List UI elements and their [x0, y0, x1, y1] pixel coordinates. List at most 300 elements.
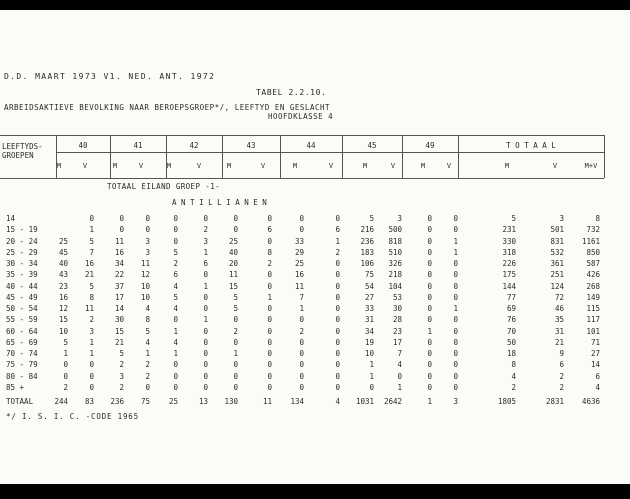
- table-cell: 7: [397, 349, 402, 358]
- table-row: [0, 348, 630, 359]
- table-cell: 117: [586, 315, 600, 325]
- table-cell: 25: [168, 397, 178, 406]
- table-cell: 818: [388, 236, 402, 246]
- table-cell: 1: [453, 304, 458, 313]
- table-cell: 1: [173, 326, 178, 336]
- table-cell: 0: [335, 270, 340, 280]
- table-cell: 11: [84, 304, 94, 313]
- table-cell: 106: [360, 259, 374, 268]
- table-cell: 0: [203, 270, 208, 280]
- table-cell: 5: [173, 247, 178, 257]
- table-cell: 15: [228, 281, 238, 291]
- table-cell: 1: [233, 349, 238, 358]
- table-cell: 0: [299, 214, 304, 223]
- table-cell: 0: [453, 360, 458, 370]
- table-cell: 3: [453, 397, 458, 406]
- table-cell: 5: [511, 214, 516, 223]
- table-row: [0, 258, 630, 269]
- table-cell: 0: [89, 214, 94, 223]
- sub-header: V: [446, 162, 452, 170]
- table-row: [0, 396, 630, 407]
- row-label: 75 - 79: [6, 360, 38, 370]
- table-cell: 0: [299, 371, 304, 381]
- table-cell: 0: [427, 371, 432, 381]
- table-cell: 0: [267, 236, 272, 246]
- row-label: 55 - 59: [6, 315, 38, 325]
- table-cell: 5: [173, 292, 178, 302]
- table-cell: 2: [559, 382, 564, 392]
- table-cell: 501: [550, 225, 564, 235]
- table-cell: 31: [364, 315, 374, 325]
- table-cell: 3: [559, 214, 564, 223]
- sub-header: V: [552, 162, 558, 170]
- table-cell: 0: [427, 349, 432, 358]
- table-cell: 0: [233, 315, 238, 325]
- table-cell: 0: [397, 371, 402, 381]
- table-cell: 6: [335, 225, 340, 235]
- table-row: [0, 269, 630, 280]
- table-cell: 115: [586, 304, 600, 313]
- table-cell: 1: [89, 337, 94, 347]
- table-cell: 4: [145, 337, 150, 347]
- group-header: 40: [78, 141, 88, 150]
- table-row: [0, 292, 630, 303]
- table-cell: 14: [590, 360, 600, 370]
- table-cell: 5: [233, 292, 238, 302]
- table-cell: 0: [299, 382, 304, 392]
- table-row: [0, 303, 630, 314]
- table-cell: 0: [233, 225, 238, 235]
- table-cell: 134: [290, 397, 304, 406]
- table-cell: 45: [58, 247, 68, 257]
- sub-header: V: [260, 162, 266, 170]
- table-cell: 2: [335, 247, 340, 257]
- sub-header: V: [328, 162, 334, 170]
- sub-header: M: [56, 162, 62, 170]
- table-cell: 1: [427, 326, 432, 336]
- sub-header: M: [292, 162, 298, 170]
- row-label: 65 - 69: [6, 337, 38, 347]
- table-cell: 5: [89, 236, 94, 246]
- table-cell: 25: [294, 259, 304, 268]
- table-cell: 4: [595, 382, 600, 392]
- table-cell: 0: [173, 236, 178, 246]
- table-cell: 1: [267, 292, 272, 302]
- table-cell: 25: [58, 236, 68, 246]
- table-cell: 244: [54, 397, 68, 406]
- table-cell: 11: [140, 259, 150, 268]
- table-cell: 3: [119, 371, 124, 381]
- table-cell: 5: [145, 326, 150, 336]
- table-cell: 2: [559, 371, 564, 381]
- table-cell: 216: [360, 225, 374, 235]
- table-cell: 34: [364, 326, 374, 336]
- table-cell: 0: [427, 281, 432, 291]
- table-cell: 1: [335, 236, 340, 246]
- table-cell: 0: [173, 371, 178, 381]
- table-cell: 0: [335, 382, 340, 392]
- table-cell: 0: [173, 382, 178, 392]
- stub-header-2: GROEPEN: [2, 151, 34, 160]
- table-cell: 0: [453, 371, 458, 381]
- table-cell: 4: [335, 397, 340, 406]
- row-label: 30 - 34: [6, 259, 38, 268]
- table-cell: 11: [262, 397, 272, 406]
- table-cell: 0: [299, 337, 304, 347]
- table-cell: 31: [554, 326, 564, 336]
- table-cell: 0: [267, 360, 272, 370]
- table-cell: 226: [502, 259, 516, 268]
- header-separator: [222, 135, 223, 178]
- table-cell: 2: [63, 382, 68, 392]
- table-cell: 0: [89, 371, 94, 381]
- table-cell: 1: [145, 349, 150, 358]
- table-cell: 8: [145, 315, 150, 325]
- table-cell: 71: [590, 337, 600, 347]
- table-cell: 43: [58, 270, 68, 280]
- table-cell: 2: [299, 326, 304, 336]
- row-label: 50 - 54: [6, 304, 38, 313]
- header-separator: [166, 135, 167, 178]
- header-separator: [110, 135, 111, 178]
- sub-header: M+V: [584, 162, 598, 170]
- table-subtitle: HOOFDKLASSE 4: [268, 112, 334, 121]
- table-cell: 6: [173, 270, 178, 280]
- table-cell: 1: [89, 225, 94, 235]
- table-cell: 77: [506, 292, 516, 302]
- table-cell: 0: [233, 360, 238, 370]
- table-cell: 21: [114, 337, 124, 347]
- table-cell: 5: [119, 349, 124, 358]
- group-header: T O T A A L: [506, 141, 556, 150]
- table-cell: 0: [173, 214, 178, 223]
- table-cell: 1: [369, 360, 374, 370]
- table-cell: 1: [203, 315, 208, 325]
- table-cell: 25: [228, 236, 238, 246]
- table-cell: 11: [114, 236, 124, 246]
- table-row: [0, 236, 630, 247]
- table-cell: 0: [427, 247, 432, 257]
- table-cell: 53: [392, 292, 402, 302]
- table-cell: 0: [427, 382, 432, 392]
- table-cell: 149: [586, 292, 600, 302]
- header-bottom-rule: [0, 178, 604, 179]
- table-cell: 0: [453, 214, 458, 223]
- row-label: 15 - 19: [6, 225, 38, 235]
- table-cell: 0: [233, 371, 238, 381]
- sub-header: M: [420, 162, 426, 170]
- table-cell: 2: [119, 382, 124, 392]
- table-cell: 3: [145, 247, 150, 257]
- table-cell: 12: [140, 270, 150, 280]
- table-cell: 0: [427, 337, 432, 347]
- table-cell: 587: [586, 259, 600, 268]
- table-cell: 0: [203, 382, 208, 392]
- table-cell: 0: [453, 326, 458, 336]
- table-cell: 7: [299, 292, 304, 302]
- table-cell: 0: [427, 315, 432, 325]
- table-cell: 40: [58, 259, 68, 268]
- table-cell: 6: [559, 360, 564, 370]
- table-cell: 35: [554, 315, 564, 325]
- table-cell: 11: [294, 281, 304, 291]
- table-cell: 4: [173, 304, 178, 313]
- table-cell: 70: [506, 326, 516, 336]
- table-cell: 5: [63, 337, 68, 347]
- row-label: 70 - 74: [6, 349, 38, 358]
- table-cell: 0: [453, 315, 458, 325]
- table-cell: 0: [203, 349, 208, 358]
- table-cell: 2: [233, 326, 238, 336]
- row-label: 35 - 39: [6, 270, 38, 280]
- table-cell: 30: [114, 315, 124, 325]
- section-subtitle: A N T I L L I A N E N: [172, 198, 267, 207]
- table-cell: 0: [453, 281, 458, 291]
- table-cell: 18: [506, 349, 516, 358]
- table-cell: 510: [388, 247, 402, 257]
- table-cell: 8: [511, 360, 516, 370]
- table-cell: 0: [173, 225, 178, 235]
- table-cell: 251: [550, 270, 564, 280]
- table-cell: 4: [397, 360, 402, 370]
- table-cell: 22: [114, 270, 124, 280]
- header-separator: [280, 135, 281, 178]
- table-cell: 34: [114, 259, 124, 268]
- table-cell: 72: [554, 292, 564, 302]
- table-cell: 361: [550, 259, 564, 268]
- sub-header: V: [196, 162, 202, 170]
- table-cell: 21: [84, 270, 94, 280]
- header-separator: [458, 135, 459, 178]
- table-cell: 1161: [581, 236, 600, 246]
- table-row: [0, 224, 630, 235]
- group-header: 42: [189, 141, 199, 150]
- table-cell: 19: [364, 337, 374, 347]
- table-cell: 17: [114, 292, 124, 302]
- table-cell: 426: [586, 270, 600, 280]
- table-cell: 0: [427, 259, 432, 268]
- table-cell: 144: [502, 281, 516, 291]
- table-cell: 13: [198, 397, 208, 406]
- sub-header: M: [112, 162, 118, 170]
- table-cell: 0: [335, 292, 340, 302]
- header-separator: [56, 135, 57, 178]
- table-cell: 1: [173, 349, 178, 358]
- table-cell: 0: [63, 360, 68, 370]
- table-cell: 6: [595, 371, 600, 381]
- table-cell: 15: [114, 326, 124, 336]
- table-row: [0, 326, 630, 337]
- sub-header: V: [390, 162, 396, 170]
- table-cell: 1: [89, 349, 94, 358]
- table-cell: 54: [364, 281, 374, 291]
- table-cell: 3: [145, 236, 150, 246]
- table-cell: 50: [506, 337, 516, 347]
- table-cell: 0: [267, 315, 272, 325]
- table-cell: 0: [203, 360, 208, 370]
- table-cell: 0: [267, 337, 272, 347]
- table-cell: 6: [203, 259, 208, 268]
- table-cell: 33: [294, 236, 304, 246]
- table-row: [0, 371, 630, 382]
- table-cell: 2: [89, 315, 94, 325]
- table-cell: 101: [586, 326, 600, 336]
- table-cell: 0: [203, 337, 208, 347]
- table-cell: 268: [586, 281, 600, 291]
- table-cell: 0: [89, 360, 94, 370]
- row-label: 25 - 29: [6, 247, 38, 257]
- table-cell: 4636: [581, 397, 600, 406]
- table-cell: 130: [224, 397, 238, 406]
- table-cell: 1: [427, 397, 432, 406]
- table-cell: 0: [453, 259, 458, 268]
- table-row: [0, 213, 630, 224]
- table-cell: 1: [453, 236, 458, 246]
- table-cell: 236: [110, 397, 124, 406]
- table-cell: 0: [173, 360, 178, 370]
- table-cell: 1031: [355, 397, 374, 406]
- table-cell: 0: [335, 281, 340, 291]
- table-cell: 2: [267, 259, 272, 268]
- table-cell: 0: [427, 270, 432, 280]
- table-cell: 11: [228, 270, 238, 280]
- table-cell: 0: [335, 360, 340, 370]
- table-cell: 6: [267, 225, 272, 235]
- table-cell: 0: [63, 371, 68, 381]
- table-cell: 0: [233, 337, 238, 347]
- row-label: 60 - 64: [6, 326, 38, 336]
- sub-header: M: [504, 162, 510, 170]
- group-header: 43: [246, 141, 256, 150]
- row-label: 20 - 24: [6, 236, 38, 246]
- table-cell: 0: [233, 382, 238, 392]
- table-cell: 175: [502, 270, 516, 280]
- table-row: [0, 281, 630, 292]
- table-cell: 0: [335, 304, 340, 313]
- table-cell: 8: [267, 247, 272, 257]
- row-label: 40 - 44: [6, 281, 38, 291]
- table-cell: 2: [145, 360, 150, 370]
- table-cell: 850: [586, 247, 600, 257]
- table-cell: 16: [114, 247, 124, 257]
- table-number: TABEL 2.2.10.: [256, 88, 327, 97]
- row-label: 80 - 84: [6, 371, 38, 381]
- table-cell: 1805: [497, 397, 516, 406]
- table-cell: 0: [145, 382, 150, 392]
- table-cell: 75: [140, 397, 150, 406]
- table-cell: 23: [58, 281, 68, 291]
- table-cell: 0: [267, 326, 272, 336]
- table-cell: 0: [203, 371, 208, 381]
- table-cell: 27: [590, 349, 600, 358]
- table-title: ARBEIDSAKTIEVE BEVOLKING NAAR BEROEPSGROEP*/, LEEFTYD EN GESLACHT: [4, 103, 330, 112]
- header-separator: [342, 135, 343, 178]
- sub-header: V: [82, 162, 88, 170]
- row-label: 14: [6, 214, 16, 223]
- table-cell: 14: [114, 304, 124, 313]
- table-cell: 5: [89, 281, 94, 291]
- table-cell: 318: [502, 247, 516, 257]
- table-cell: 183: [360, 247, 374, 257]
- table-cell: 2: [511, 382, 516, 392]
- table-cell: 21: [554, 337, 564, 347]
- table-cell: 83: [84, 397, 94, 406]
- table-cell: 0: [453, 270, 458, 280]
- table-cell: 0: [145, 214, 150, 223]
- table-row: [0, 359, 630, 370]
- table-cell: 0: [299, 360, 304, 370]
- table-cell: 46: [554, 304, 564, 313]
- table-cell: 0: [427, 214, 432, 223]
- table-cell: 0: [267, 214, 272, 223]
- table-cell: 27: [364, 292, 374, 302]
- table-cell: 16: [58, 292, 68, 302]
- table-cell: 0: [173, 315, 178, 325]
- table-cell: 0: [453, 349, 458, 358]
- table-row: [0, 382, 630, 393]
- table-cell: 16: [294, 270, 304, 280]
- table-cell: 16: [84, 259, 94, 268]
- table-cell: 15: [58, 315, 68, 325]
- document-page: [0, 10, 630, 484]
- table-cell: 0: [267, 349, 272, 358]
- table-cell: 0: [299, 315, 304, 325]
- table-cell: 4: [145, 304, 150, 313]
- table-cell: 12: [58, 304, 68, 313]
- footnote: */ I. S. I. C. -CODE 1965: [6, 412, 139, 421]
- table-cell: 0: [335, 214, 340, 223]
- table-cell: 0: [427, 236, 432, 246]
- table-cell: 0: [233, 214, 238, 223]
- table-row: [0, 247, 630, 258]
- table-cell: 2642: [383, 397, 402, 406]
- group-header: 41: [133, 141, 143, 150]
- table-cell: 0: [335, 349, 340, 358]
- table-cell: 0: [335, 259, 340, 268]
- table-cell: 0: [427, 225, 432, 235]
- table-cell: 3: [89, 326, 94, 336]
- table-cell: 500: [388, 225, 402, 235]
- table-cell: 4: [511, 371, 516, 381]
- group-header: 45: [367, 141, 377, 150]
- table-cell: 2: [203, 225, 208, 235]
- table-cell: 76: [506, 315, 516, 325]
- table-cell: 8: [89, 292, 94, 302]
- table-cell: 0: [427, 304, 432, 313]
- table-cell: 0: [203, 304, 208, 313]
- table-cell: 532: [550, 247, 564, 257]
- table-cell: 0: [267, 371, 272, 381]
- stub-header-1: LEEFTYDS-: [2, 142, 43, 151]
- table-cell: 17: [392, 337, 402, 347]
- table-cell: 0: [89, 382, 94, 392]
- group-header: 44: [306, 141, 316, 150]
- table-cell: 3: [203, 236, 208, 246]
- table-cell: 1: [369, 371, 374, 381]
- table-cell: 1: [203, 247, 208, 257]
- table-cell: 0: [203, 292, 208, 302]
- table-cell: 69: [506, 304, 516, 313]
- header-mid-rule: [56, 152, 604, 153]
- table-cell: 0: [299, 225, 304, 235]
- table-cell: 5: [233, 304, 238, 313]
- sub-header: M: [362, 162, 368, 170]
- table-cell: 0: [453, 292, 458, 302]
- table-cell: 0: [267, 270, 272, 280]
- sub-header: M: [166, 162, 172, 170]
- table-cell: 5: [369, 214, 374, 223]
- table-cell: 0: [453, 225, 458, 235]
